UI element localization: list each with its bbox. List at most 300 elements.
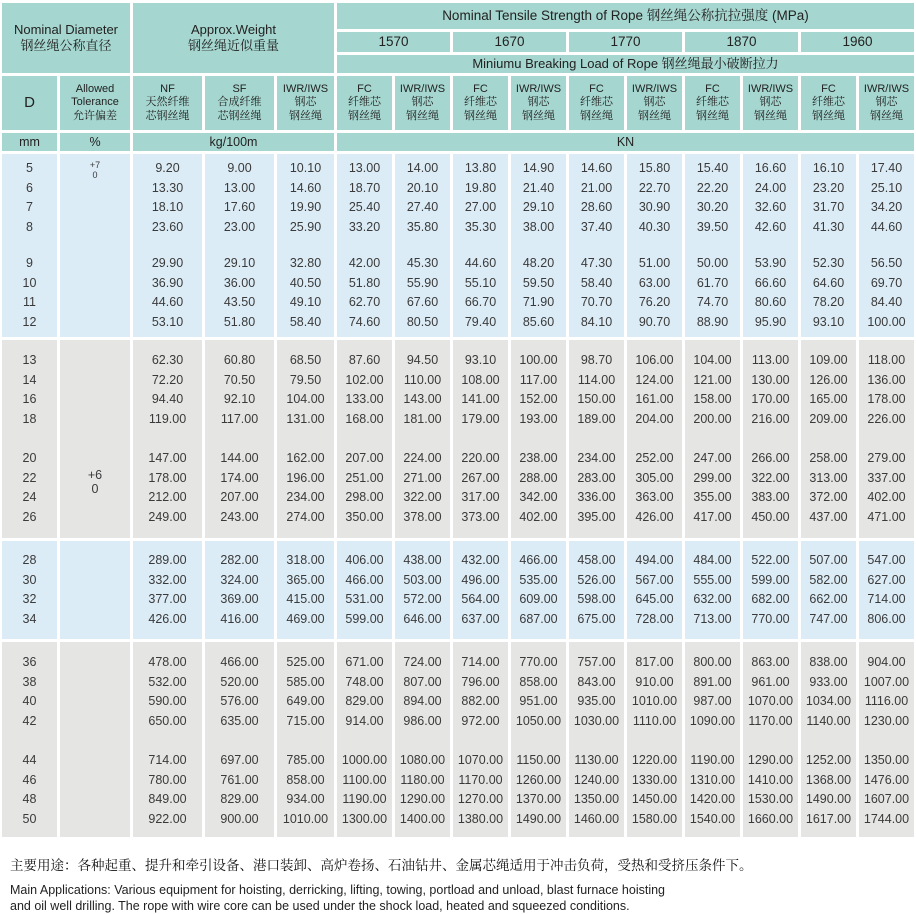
value-column: [133, 340, 202, 538]
unit-percent: %: [60, 133, 130, 151]
breaking-load-value: 52.30: [801, 254, 856, 274]
breaking-load-value: 178.00: [133, 469, 202, 489]
col-header-nf: [133, 76, 202, 130]
breaking-load-value: 415.00: [277, 590, 334, 610]
breaking-load-value: 78.20: [801, 293, 856, 313]
breaking-load-value: 987.00: [685, 692, 740, 712]
row-spacer: [453, 731, 508, 751]
breaking-load-value: 9.00: [205, 159, 274, 179]
row-spacer: [801, 429, 856, 449]
breaking-load-value: 800.00: [685, 653, 740, 673]
breaking-load-value: 147.00: [133, 449, 202, 469]
row-spacer: [859, 237, 914, 254]
breaking-load-value: 136.00: [859, 371, 914, 391]
breaking-load-value: 114.00: [569, 371, 624, 391]
strength-grade: 1570: [337, 32, 450, 52]
diameter-value: 50: [2, 810, 57, 830]
breaking-load-value: 22.70: [627, 179, 682, 199]
row-spacer: [685, 731, 740, 751]
breaking-load-value: 165.00: [801, 390, 856, 410]
breaking-load-value: 829.00: [205, 790, 274, 810]
breaking-load-value: 1290.00: [743, 751, 798, 771]
strength-grade: 1870: [685, 32, 798, 52]
approx-weight-en: Approx.Weight: [191, 22, 276, 38]
breaking-load-value: 637.00: [453, 610, 508, 630]
header-line: 芯钢丝绳: [146, 110, 190, 124]
header-line: FC: [705, 83, 720, 97]
breaking-load-value: 910.00: [627, 673, 682, 693]
breaking-load-value: 58.40: [569, 274, 624, 294]
breaking-load-value: [60, 810, 130, 830]
breaking-load-value: 25.40: [337, 198, 392, 218]
header-line: 天然纤维: [146, 96, 190, 110]
breaking-load-value: 18.70: [337, 179, 392, 199]
breaking-load-value: 87.60: [337, 351, 392, 371]
header-line: 钢丝绳: [406, 110, 439, 124]
breaking-load-value: 645.00: [627, 590, 682, 610]
breaking-load-value: 60.80: [205, 351, 274, 371]
breaking-load-value: 894.00: [395, 692, 450, 712]
breaking-load-value: 40.50: [277, 274, 334, 294]
breaking-load-value: 216.00: [743, 410, 798, 430]
breaking-load-value: 9.20: [133, 159, 202, 179]
breaking-load-value: 342.00: [511, 488, 566, 508]
breaking-load-value: 35.30: [453, 218, 508, 238]
breaking-load-value: 226.00: [859, 410, 914, 430]
value-column: [205, 340, 274, 538]
value-column: [569, 154, 624, 337]
breaking-load-value: 817.00: [627, 653, 682, 673]
breaking-load-value: 417.00: [685, 508, 740, 528]
breaking-load-value: 535.00: [511, 571, 566, 591]
value-column: [743, 154, 798, 337]
value-column: [743, 642, 798, 837]
breaking-load-value: 121.00: [685, 371, 740, 391]
breaking-load-value: 224.00: [395, 449, 450, 469]
value-column: [133, 541, 202, 639]
breaking-load-value: 14.90: [511, 159, 566, 179]
value-column: [685, 642, 740, 837]
main-applications-zh: 主要用途：各种起重、提升和牵引设备、港口装卸、高炉卷扬、石油钻井、金属芯绳适用于冲击负荷，受热和受挤压条件下。: [10, 854, 906, 874]
breaking-load-value: 466.00: [205, 653, 274, 673]
tolerance-column: [60, 340, 130, 538]
breaking-load-value: 858.00: [511, 673, 566, 693]
header-line: FC: [357, 83, 372, 97]
breaking-load-value: 761.00: [205, 771, 274, 791]
breaking-load-value: 914.00: [337, 712, 392, 732]
diameter-value: 32: [2, 590, 57, 610]
breaking-load-value: 14.00: [395, 159, 450, 179]
nominal-diameter-en: Nominal Diameter: [14, 22, 118, 38]
breaking-load-value: 748.00: [337, 673, 392, 693]
col-header-fc-1960: [801, 76, 856, 130]
header-line: 钢芯: [412, 96, 434, 110]
value-column: [453, 541, 508, 639]
breaking-load-value: 42.00: [337, 254, 392, 274]
breaking-load-value: 662.00: [801, 590, 856, 610]
value-column: [801, 340, 856, 538]
breaking-load-value: 1744.00: [859, 810, 914, 830]
breaking-load-value: [60, 771, 130, 791]
row-spacer: [337, 429, 392, 449]
breaking-load-value: 207.00: [337, 449, 392, 469]
value-column: [337, 154, 392, 337]
breaking-load-value: 31.70: [801, 198, 856, 218]
breaking-load-value: 70.70: [569, 293, 624, 313]
breaking-load-value: 45.30: [395, 254, 450, 274]
breaking-load-value: 713.00: [685, 610, 740, 630]
breaking-load-value: 152.00: [511, 390, 566, 410]
breaking-load-value: 363.00: [627, 488, 682, 508]
breaking-load-value: 34.20: [859, 198, 914, 218]
breaking-load-value: 61.70: [685, 274, 740, 294]
breaking-load-value: 372.00: [801, 488, 856, 508]
breaking-load-value: 234.00: [569, 449, 624, 469]
header-line: 钢丝绳: [348, 110, 381, 124]
breaking-load-value: 322.00: [743, 469, 798, 489]
breaking-load-value: 13.30: [133, 179, 202, 199]
header-line: IWR/IWS: [516, 83, 561, 97]
diameter-value: 28: [2, 551, 57, 571]
unit-mm: mm: [2, 133, 57, 151]
breaking-load-value: 900.00: [205, 810, 274, 830]
value-column: [205, 541, 274, 639]
header-line: IWR/IWS: [283, 83, 328, 97]
row-spacer: [2, 429, 57, 449]
col-header-iwr: [277, 76, 334, 130]
header-line: 钢丝绳: [812, 110, 845, 124]
breaking-load-value: 108.00: [453, 371, 508, 391]
strength-grade: 1670: [453, 32, 566, 52]
breaking-load-value: 598.00: [569, 590, 624, 610]
diameter-column: [2, 642, 57, 837]
breaking-load-value: 24.00: [743, 179, 798, 199]
row-spacer: [337, 731, 392, 751]
breaking-load-value: 806.00: [859, 610, 914, 630]
breaking-load-value: 1116.00: [859, 692, 914, 712]
breaking-load-value: 395.00: [569, 508, 624, 528]
breaking-load-value: 44.60: [133, 293, 202, 313]
breaking-load-value: 238.00: [511, 449, 566, 469]
breaking-load-value: 697.00: [205, 751, 274, 771]
breaking-load-value: 469.00: [277, 610, 334, 630]
breaking-load-value: 1170.00: [453, 771, 508, 791]
row-spacer: [453, 237, 508, 254]
breaking-load-value: 200.00: [685, 410, 740, 430]
breaking-load-value: 1580.00: [627, 810, 682, 830]
breaking-load-value: 100.00: [511, 351, 566, 371]
breaking-load-value: 496.00: [453, 571, 508, 591]
unit-kg100m: kg/100m: [133, 133, 334, 151]
row-spacer: [205, 429, 274, 449]
breaking-load-value: 383.00: [743, 488, 798, 508]
breaking-load-value: 1080.00: [395, 751, 450, 771]
breaking-load-value: 283.00: [569, 469, 624, 489]
header-line: 钢丝绳: [289, 110, 322, 124]
value-column: [337, 541, 392, 639]
breaking-load-value: 609.00: [511, 590, 566, 610]
breaking-load-value: 522.00: [743, 551, 798, 571]
header-line: FC: [589, 83, 604, 97]
breaking-load-value: 807.00: [395, 673, 450, 693]
value-column: [859, 154, 914, 337]
breaking-load-value: 21.00: [569, 179, 624, 199]
row-spacer: [277, 237, 334, 254]
value-column: [743, 541, 798, 639]
breaking-load-value: 274.00: [277, 508, 334, 528]
breaking-load-value: 23.00: [205, 218, 274, 238]
breaking-load-value: 32.80: [277, 254, 334, 274]
breaking-load-value: [60, 653, 130, 673]
breaking-load-value: 22.20: [685, 179, 740, 199]
breaking-load-value: 133.00: [337, 390, 392, 410]
breaking-load-value: 36.00: [205, 274, 274, 294]
value-column: [569, 340, 624, 538]
breaking-load-value: 104.00: [685, 351, 740, 371]
diameter-value: 14: [2, 371, 57, 391]
breaking-load-value: 36.90: [133, 274, 202, 294]
row-spacer: [133, 731, 202, 751]
diameter-value: 42: [2, 712, 57, 732]
header-line: 纤维芯: [348, 96, 381, 110]
breaking-load-value: 51.80: [205, 313, 274, 333]
breaking-load-value: 1170.00: [743, 712, 798, 732]
breaking-load-value: 494.00: [627, 551, 682, 571]
breaking-load-value: 986.00: [395, 712, 450, 732]
breaking-load-value: 1190.00: [337, 790, 392, 810]
breaking-load-value: 204.00: [627, 410, 682, 430]
diameter-value: 18: [2, 410, 57, 430]
breaking-load-value: 19.90: [277, 198, 334, 218]
breaking-load-value: 572.00: [395, 590, 450, 610]
breaking-load-value: 714.00: [133, 751, 202, 771]
diameter-value: 9: [2, 254, 57, 274]
breaking-load-value: 79.40: [453, 313, 508, 333]
row-spacer: [801, 731, 856, 751]
breaking-load-value: 724.00: [395, 653, 450, 673]
row-spacer: [277, 731, 334, 751]
breaking-load-value: 67.60: [395, 293, 450, 313]
tolerance-value: +6 0: [60, 469, 130, 497]
breaking-load-value: 1010.00: [627, 692, 682, 712]
col-header-iwr-1570: [395, 76, 450, 130]
value-column: [511, 541, 566, 639]
breaking-load-value: 15.40: [685, 159, 740, 179]
breaking-load-value: 507.00: [801, 551, 856, 571]
value-column: [859, 340, 914, 538]
breaking-load-value: 355.00: [685, 488, 740, 508]
breaking-load-value: 520.00: [205, 673, 274, 693]
header-line: IWR/IWS: [632, 83, 677, 97]
breaking-load-value: 829.00: [337, 692, 392, 712]
nominal-diameter-zh: 钢丝绳公称直径: [20, 38, 111, 54]
value-column: [685, 340, 740, 538]
breaking-load-value: 1490.00: [511, 810, 566, 830]
breaking-load-value: 64.60: [801, 274, 856, 294]
value-column: [395, 642, 450, 837]
breaking-load-value: 90.70: [627, 313, 682, 333]
breaking-load-value: 118.00: [859, 351, 914, 371]
breaking-load-value: 426.00: [627, 508, 682, 528]
value-column: [859, 642, 914, 837]
row-spacer: [277, 429, 334, 449]
breaking-load-value: 23.20: [801, 179, 856, 199]
breaking-load-value: 85.60: [511, 313, 566, 333]
breaking-load-value: [60, 508, 130, 528]
breaking-load-value: 92.10: [205, 390, 274, 410]
col-header-fc-1570: [337, 76, 392, 130]
breaking-load-value: 336.00: [569, 488, 624, 508]
breaking-load-value: 104.00: [277, 390, 334, 410]
breaking-load-value: 84.10: [569, 313, 624, 333]
header-line: NF: [160, 83, 175, 97]
breaking-load-value: 1090.00: [685, 712, 740, 732]
breaking-load-value: 234.00: [277, 488, 334, 508]
breaking-load-value: 891.00: [685, 673, 740, 693]
breaking-load-value: 162.00: [277, 449, 334, 469]
breaking-load-value: 377.00: [133, 590, 202, 610]
value-column: [859, 541, 914, 639]
breaking-load-value: [60, 692, 130, 712]
breaking-load-value: 1252.00: [801, 751, 856, 771]
breaking-load-value: 174.00: [205, 469, 274, 489]
breaking-load-value: 84.40: [859, 293, 914, 313]
diameter-value: 11: [2, 293, 57, 313]
breaking-load-value: 1140.00: [801, 712, 856, 732]
breaking-load-value: [60, 351, 130, 371]
row-spacer: [60, 429, 130, 449]
breaking-load-value: 1310.00: [685, 771, 740, 791]
breaking-load-value: 13.00: [205, 179, 274, 199]
diameter-value: 5: [2, 159, 57, 179]
breaking-load-value: 74.70: [685, 293, 740, 313]
header-line: Allowed: [76, 83, 115, 97]
breaking-load-value: 68.50: [277, 351, 334, 371]
breaking-load-value: 1460.00: [569, 810, 624, 830]
diameter-value: 6: [2, 179, 57, 199]
diameter-column: [2, 541, 57, 639]
breaking-load-value: 599.00: [337, 610, 392, 630]
breaking-load-value: 209.00: [801, 410, 856, 430]
breaking-load-value: 25.90: [277, 218, 334, 238]
breaking-load-value: 1100.00: [337, 771, 392, 791]
breaking-load-value: 582.00: [801, 571, 856, 591]
breaking-load-value: 1330.00: [627, 771, 682, 791]
breaking-load-value: 1410.00: [743, 771, 798, 791]
value-column: [569, 541, 624, 639]
breaking-load-value: 687.00: [511, 610, 566, 630]
diameter-value: 40: [2, 692, 57, 712]
col-header-fc-1670: [453, 76, 508, 130]
breaking-load-value: 98.70: [569, 351, 624, 371]
breaking-load-value: 258.00: [801, 449, 856, 469]
breaking-load-value: 51.80: [337, 274, 392, 294]
breaking-load-value: 44.60: [859, 218, 914, 238]
breaking-load-value: 934.00: [277, 790, 334, 810]
main-applications-en-line2: and oil well drilling. The rope with wire core can be used under the shock load, heated and squeezed conditions.: [10, 899, 906, 914]
breaking-load-value: 564.00: [453, 590, 508, 610]
breaking-load-value: 212.00: [133, 488, 202, 508]
breaking-load-value: [60, 673, 130, 693]
value-column: [627, 154, 682, 337]
breaking-load-value: 1010.00: [277, 810, 334, 830]
diameter-value: 30: [2, 571, 57, 591]
breaking-load-value: 1150.00: [511, 751, 566, 771]
row-spacer: [2, 731, 57, 751]
value-column: [511, 642, 566, 837]
breaking-load-value: 17.60: [205, 198, 274, 218]
breaking-load-value: 44.60: [453, 254, 508, 274]
diameter-value: 36: [2, 653, 57, 673]
breaking-load-value: 289.00: [133, 551, 202, 571]
tolerance-column: [60, 154, 130, 337]
breaking-load-value: 1220.00: [627, 751, 682, 771]
breaking-load-value: [60, 610, 130, 630]
value-column: [453, 154, 508, 337]
breaking-load-value: 282.00: [205, 551, 274, 571]
breaking-load-value: 547.00: [859, 551, 914, 571]
diameter-value: 46: [2, 771, 57, 791]
breaking-load-value: 170.00: [743, 390, 798, 410]
value-column: [627, 642, 682, 837]
breaking-load-value: 17.40: [859, 159, 914, 179]
breaking-load-value: 48.20: [511, 254, 566, 274]
value-column: [205, 154, 274, 337]
breaking-load-value: 1380.00: [453, 810, 508, 830]
breaking-load-value: 904.00: [859, 653, 914, 673]
row-spacer: [453, 429, 508, 449]
header-line: 钢丝绳: [522, 110, 555, 124]
breaking-load-value: 74.60: [337, 313, 392, 333]
breaking-load-value: 838.00: [801, 653, 856, 673]
breaking-load-value: 1350.00: [569, 790, 624, 810]
breaking-load-value: 42.60: [743, 218, 798, 238]
breaking-load-value: 161.00: [627, 390, 682, 410]
breaking-load-value: 271.00: [395, 469, 450, 489]
value-column: [337, 642, 392, 837]
breaking-load-value: 555.00: [685, 571, 740, 591]
value-column: [801, 154, 856, 337]
breaking-load-value: 972.00: [453, 712, 508, 732]
breaking-load-value: 585.00: [277, 673, 334, 693]
breaking-load-value: 27.40: [395, 198, 450, 218]
breaking-load-value: 168.00: [337, 410, 392, 430]
breaking-load-value: 863.00: [743, 653, 798, 673]
breaking-load-value: 141.00: [453, 390, 508, 410]
breaking-load-value: 1034.00: [801, 692, 856, 712]
breaking-load-value: 196.00: [277, 469, 334, 489]
table-band: [2, 642, 914, 837]
breaking-load-value: 30.20: [685, 198, 740, 218]
header-line: IWR/IWS: [864, 83, 909, 97]
breaking-load-value: 18.10: [133, 198, 202, 218]
breaking-load-value: 322.00: [395, 488, 450, 508]
breaking-load-value: [60, 410, 130, 430]
diameter-value: 12: [2, 313, 57, 333]
breaking-load-value: 627.00: [859, 571, 914, 591]
breaking-load-value: 369.00: [205, 590, 274, 610]
breaking-load-value: 27.00: [453, 198, 508, 218]
breaking-load-value: 646.00: [395, 610, 450, 630]
breaking-load-value: 55.10: [453, 274, 508, 294]
row-spacer: [60, 731, 130, 751]
value-column: [685, 154, 740, 337]
main-applications-en-line1: Main Applications: Various equipment for hoisting, derricking, lifting, towing, portload and unload, blast furnace hoisting: [10, 883, 906, 899]
header-line: 钢芯: [644, 96, 666, 110]
breaking-load-value: 313.00: [801, 469, 856, 489]
breaking-load-value: 785.00: [277, 751, 334, 771]
breaking-load-value: 305.00: [627, 469, 682, 489]
